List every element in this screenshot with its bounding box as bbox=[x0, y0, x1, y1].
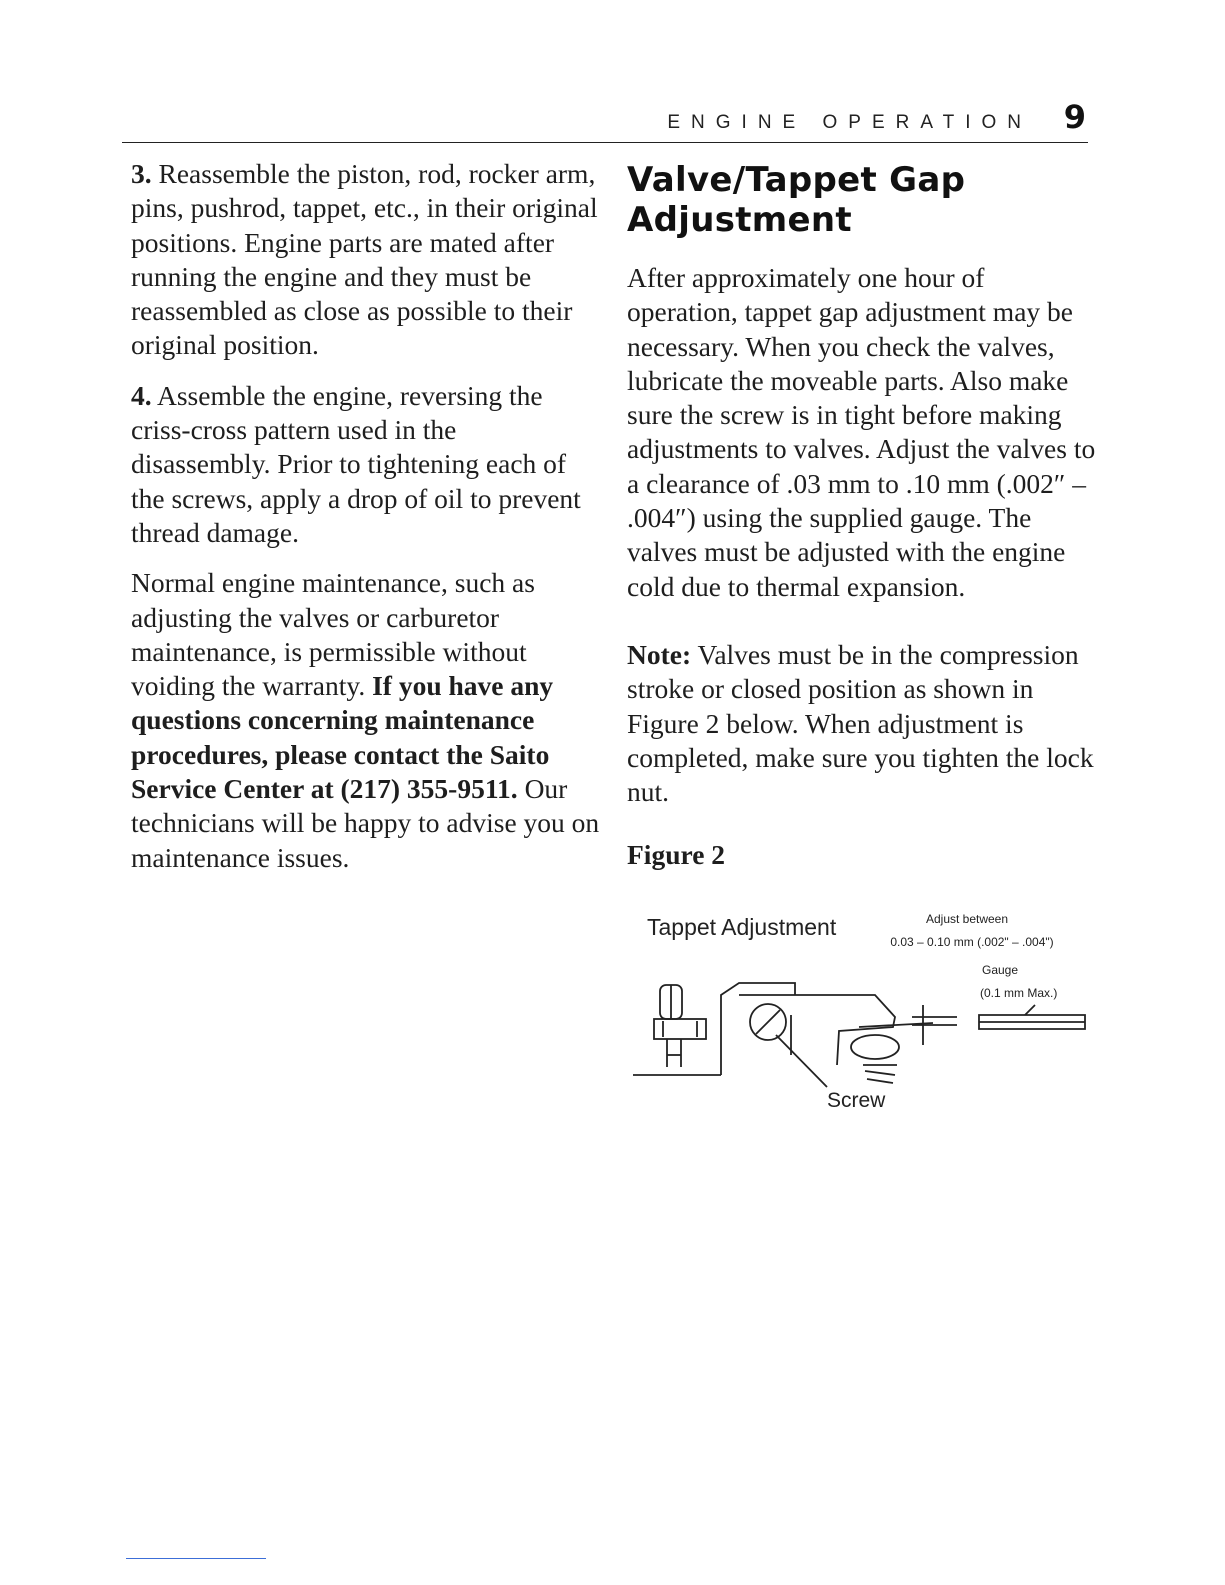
right-column bbox=[627, 160, 1097, 873]
valve-tappet-heading bbox=[627, 160, 1097, 240]
step-3-paragraph bbox=[131, 157, 601, 363]
footnote-separator bbox=[126, 1558, 266, 1559]
maintenance-contact-text: If you have any questions concerning maintenance procedures, please contact the Saito Service Center at (217) 355-9511. bbox=[131, 670, 554, 805]
adjustment-body: After approximately one hour of operation, tappet gap adjustment may be necessary. When you check the valves, lubricate the moveable parts. Also make sure the screw is in tight before making adjustments to valves. Adjust the valves to a clearance of .03 mm to .10 mm (.002″ – .004″) using the supplied gauge. The valves must be adjusted with the engine cold due to thermal expansion. bbox=[627, 262, 1096, 602]
gauge-label: Gauge bbox=[982, 963, 1019, 977]
heading-line-1: Valve/Tappet Gap bbox=[627, 160, 966, 200]
left-column bbox=[131, 157, 601, 891]
maintenance-paragraph bbox=[131, 566, 601, 875]
note-label: Note: bbox=[627, 638, 692, 670]
heading-line-2: Adjustment bbox=[627, 200, 852, 240]
screw-label: Screw bbox=[827, 1089, 886, 1112]
note-paragraph bbox=[627, 638, 1097, 809]
note-text: Valves must be in the compression stroke or closed position as shown in Figure 2 below. When adjustment is completed, make sure you tighten the lock nut. bbox=[627, 638, 1094, 808]
tappet-diagram bbox=[627, 905, 1097, 1115]
step-4-text: Assemble the engine, reversing the criss-cross pattern used in the disassembly. Prior to tightening each of the screws, apply a drop of oil to prevent thread damage. bbox=[131, 379, 581, 548]
gauge-max-label: (0.1 mm Max.) bbox=[980, 986, 1058, 1000]
clearance-range-label: 0.03 – 0.10 mm (.002" – .004") bbox=[890, 935, 1054, 949]
section-title: ENGINE OPERATION bbox=[667, 112, 1032, 133]
step-3-text: Reassemble the piston, rod, rocker arm, pins, pushrod, tappet, etc., in their original positions. Engine parts are mated after running the engine and they must be reassembled as close as possible to their original position. bbox=[131, 158, 598, 361]
step-4-number: 4. bbox=[131, 379, 152, 411]
adjust-between-label: Adjust between bbox=[925, 912, 1009, 926]
page-header bbox=[122, 98, 1088, 143]
page-number: 9 bbox=[1063, 98, 1086, 136]
tappet-adjustment-figure bbox=[627, 905, 1097, 1115]
figure-title: Tappet Adjustment bbox=[647, 914, 837, 940]
maintenance-text-after: Our technicians will be happy to advise you on maintenance issues. bbox=[131, 773, 600, 873]
maintenance-text-before: Normal engine maintenance, such as adjusting the valves or carburetor maintenance, is permissible without voiding the warranty. bbox=[131, 567, 535, 702]
step-4-paragraph bbox=[131, 379, 601, 550]
step-3-number: 3. bbox=[131, 158, 152, 189]
figure-label: Figure 2 bbox=[627, 839, 726, 871]
